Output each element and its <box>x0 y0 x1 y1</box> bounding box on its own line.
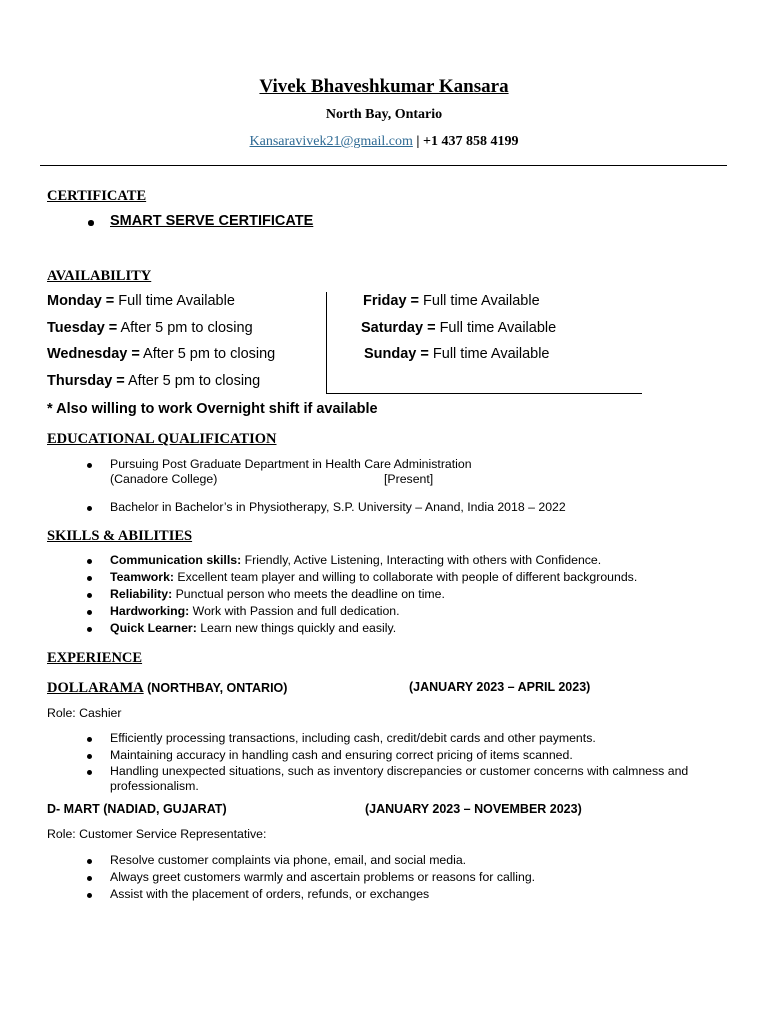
skill-item: Teamwork: Excellent team player and willing to collaborate with people of different backgrounds. <box>110 570 638 584</box>
education-heading: EDUCATIONAL QUALIFICATION <box>47 431 277 447</box>
bullet-icon <box>87 506 92 511</box>
job-duty: Assist with the placement of orders, refunds, or exchanges <box>110 887 430 901</box>
job-dates: (JANUARY 2023 – NOVEMBER 2023) <box>365 802 582 816</box>
job-duty-continued: professionalism. <box>110 779 199 793</box>
job-duty: Resolve customer complaints via phone, email, and social media. <box>110 853 467 867</box>
bullet-icon <box>87 754 92 759</box>
bullet-icon <box>87 610 92 615</box>
skill-item: Communication skills: Friendly, Active Listening, Interacting with others with Confidence. <box>110 553 602 567</box>
skill-item: Reliability: Punctual person who meets the deadline on time. <box>110 587 445 601</box>
overnight-note: * Also willing to work Overnight shift if available <box>47 401 378 417</box>
education-item: Bachelor in Bachelor’s in Physiotherapy, S.P. University – Anand, India 2018 – 2022 <box>110 500 566 514</box>
phone-number: +1 437 858 4199 <box>422 134 519 149</box>
experience-heading: EXPERIENCE <box>47 650 143 666</box>
bullet-icon <box>87 576 92 581</box>
education-status: [Present] <box>384 472 434 486</box>
bullet-icon <box>87 627 92 632</box>
availability-monday: Monday = Full time Available <box>47 293 235 309</box>
availability-saturday: Saturday = Full time Available <box>361 320 557 336</box>
education-institution: (Canadore College) <box>110 472 218 486</box>
bullet-icon <box>87 876 92 881</box>
certificate-item: SMART SERVE CERTIFICATE <box>110 213 314 229</box>
header-divider <box>40 165 727 166</box>
contact-line <box>0 134 768 150</box>
job-title-dmart: D- MART (NADIAD, GUJARAT) <box>47 802 227 816</box>
job-duty: Always greet customers warmly and ascertain problems or reasons for calling. <box>110 870 536 884</box>
bullet-icon <box>87 559 92 564</box>
availability-friday: Friday = Full time Available <box>363 293 540 309</box>
bullet-icon <box>87 770 92 775</box>
email-link[interactable]: Kansaravivek21@gmail.com <box>249 134 413 149</box>
availability-heading: AVAILABILITY <box>47 268 152 284</box>
certificate-heading: CERTIFICATE <box>47 188 147 204</box>
resume-name: Vivek Bhaveshkumar Kansara <box>259 76 509 97</box>
bullet-icon <box>87 859 92 864</box>
bullet-icon <box>87 893 92 898</box>
skill-item: Hardworking: Work with Passion and full dedication. <box>110 604 400 618</box>
skill-item: Quick Learner: Learn new things quickly and easily. <box>110 621 397 635</box>
contact-separator: | <box>412 134 423 149</box>
job-duty: Maintaining accuracy in handling cash and ensuring correct pricing of items scanned. <box>110 748 573 762</box>
availability-sunday: Sunday = Full time Available <box>364 346 550 362</box>
job-duty: Efficiently processing transactions, including cash, credit/debit cards and other payments. <box>110 731 596 745</box>
availability-divider <box>326 292 327 393</box>
education-item: Pursuing Post Graduate Department in Health Care Administration <box>110 457 472 471</box>
job-role: Role: Customer Service Representative: <box>47 827 267 841</box>
availability-tuesday: Tuesday = After 5 pm to closing <box>47 320 253 336</box>
skills-heading: SKILLS & ABILITIES <box>47 528 193 544</box>
availability-thursday: Thursday = After 5 pm to closing <box>47 373 261 389</box>
resume-location: North Bay, Ontario <box>325 107 443 122</box>
job-role: Role: Cashier <box>47 706 122 720</box>
availability-wednesday: Wednesday = After 5 pm to closing <box>47 346 276 362</box>
availability-bottom-rule <box>326 393 642 394</box>
bullet-icon <box>87 593 92 598</box>
job-duty: Handling unexpected situations, such as inventory discrepancies or customer concerns with calmness and <box>110 764 689 778</box>
job-title-dollarama: DOLLARAMA (NORTHBAY, ONTARIO) <box>47 680 288 696</box>
bullet-icon <box>87 463 92 468</box>
bullet-icon <box>87 737 92 742</box>
bullet-icon <box>88 220 94 226</box>
job-dates: (JANUARY 2023 – APRIL 2023) <box>409 680 591 694</box>
